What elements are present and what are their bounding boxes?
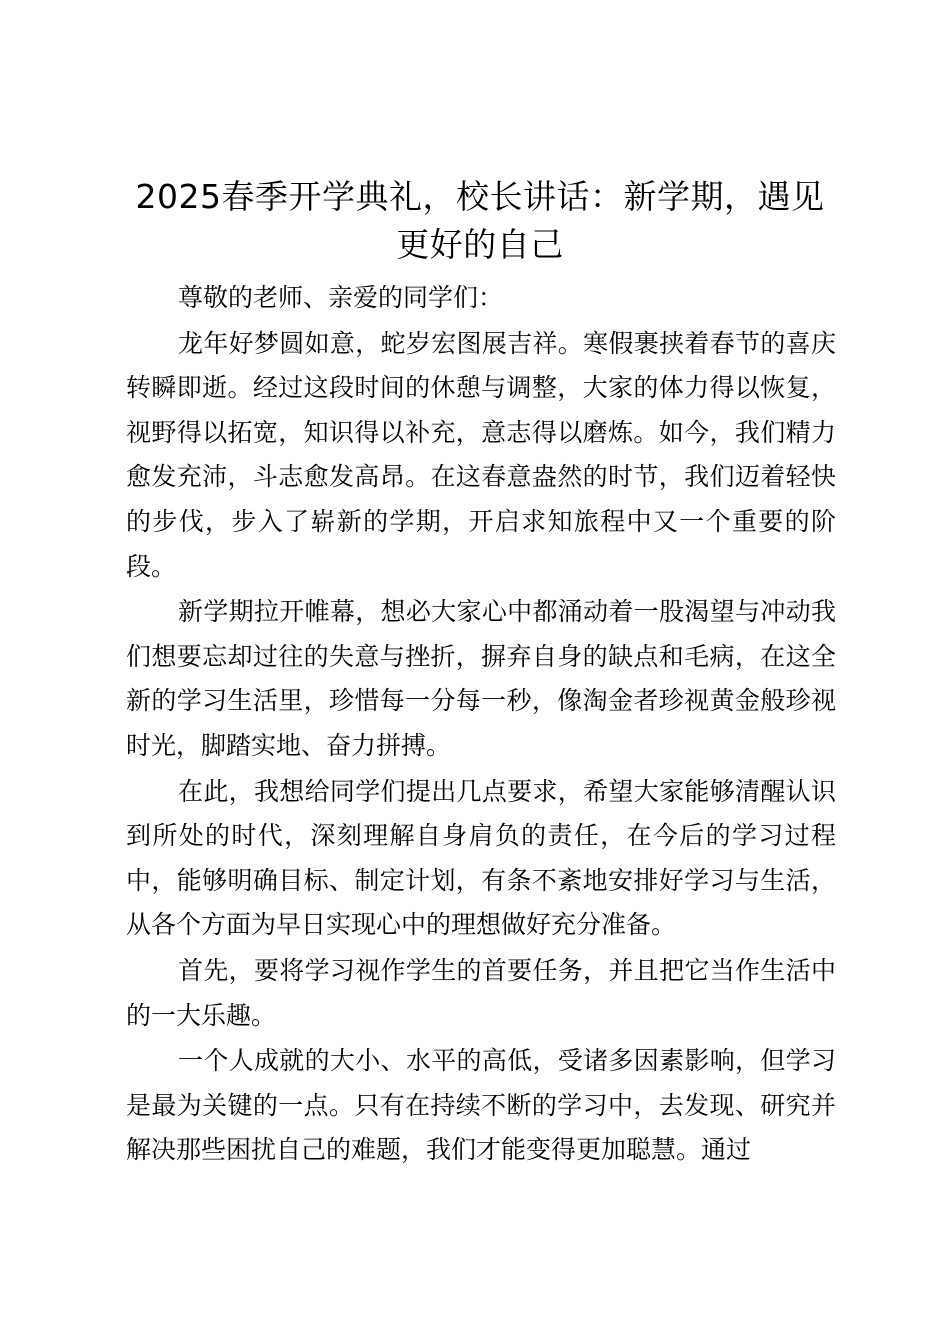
document-title: 2025春季开学典礼，校长讲话：新学期，遇见更好的自己 bbox=[135, 177, 825, 264]
document-body bbox=[126, 276, 836, 1174]
body-paragraph: 首先，要将学习视作学生的首要任务，并且把它当作生活中的一大乐趣。 bbox=[126, 955, 836, 1030]
body-paragraph: 龙年好梦圆如意，蛇岁宏图展吉祥。寒假裹挟着春节的喜庆转瞬即逝。经过这段时间的休憩与调整，大家的体力得以恢复，视野得以拓宽，知识得以补充，意志得以磨炼。如今，我们精力愈发充沛，斗志愈发高昂。在这春意盎然的时节，我们迈着轻快的步伐，步入了崭新的学期，开启求知旅程中又一个重要的阶段。 bbox=[126, 328, 836, 581]
body-paragraph: 新学期拉开帷幕，想必大家心中都涌动着一股渴望与冲动我们想要忘却过往的失意与挫折，摒弃自身的缺点和毛病，在这全新的学习生活里，珍惜每一分每一秒，像淘金者珍视黄金般珍视时光，脚踏实地、奋力拼搏。 bbox=[126, 597, 836, 760]
body-paragraph: 一个人成就的大小、水平的高低，受诸多因素影响，但学习是最为关键的一点。只有在持续不断的学习中，去发现、研究并解决那些困扰自己的难题，我们才能变得更加聪慧。通过 bbox=[126, 1046, 836, 1165]
salutation-paragraph: 尊敬的老师、亲爱的同学们： bbox=[178, 283, 504, 312]
body-paragraph: 在此，我想给同学们提出几点要求，希望大家能够清醒认识到所处的时代，深刻理解自身肩负的责任，在今后的学习过程中，能够明确目标、制定计划，有条不紊地安排好学习与生活，从各个方面为早日实现心中的理想做好充分准备。 bbox=[126, 776, 836, 940]
